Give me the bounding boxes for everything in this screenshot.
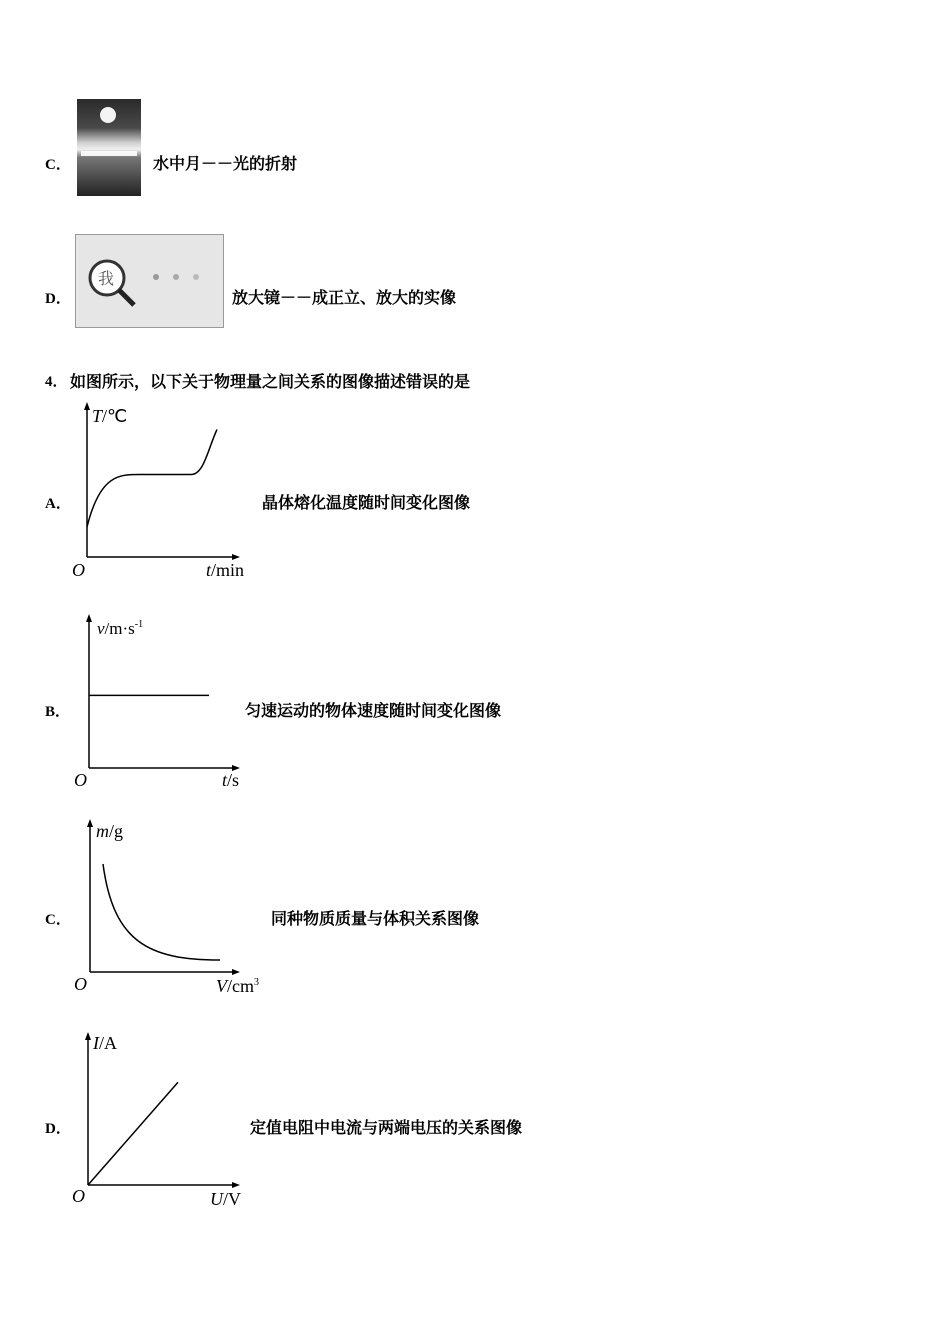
option-text: 晶体熔化温度随时间变化图像 <box>262 493 471 512</box>
moon-reflection-photo-icon <box>77 99 141 196</box>
option-text: 水中月－－光的折射 <box>153 154 298 173</box>
chart-temperature-time <box>62 400 267 585</box>
y-axis-label: m/g <box>96 821 124 841</box>
series-line <box>88 1082 178 1185</box>
svg-text:我: 我 <box>98 271 115 288</box>
origin-label: O <box>74 770 87 790</box>
y-axis-arrow <box>87 819 93 827</box>
y-axis-arrow <box>84 402 90 410</box>
option-text: 匀速运动的物体速度随时间变化图像 <box>245 701 502 720</box>
origin-label: O <box>74 974 87 994</box>
option-letter: C． <box>45 157 71 173</box>
x-axis-label: t/min <box>206 560 245 580</box>
option-letter: C． <box>45 912 71 928</box>
x-axis-arrow <box>232 1182 240 1188</box>
x-axis-label: $V/cm^3$ <box>216 976 259 996</box>
question-stem: 如图所示，以下关于物理量之间关系的图像描述错误的是 <box>70 372 471 391</box>
option-letter: A． <box>45 496 71 512</box>
option-letter: D． <box>45 291 71 307</box>
y-axis-arrow <box>86 614 92 622</box>
chart-mass-volume <box>62 815 277 1000</box>
option-text: 放大镜－－成正立、放大的实像 <box>232 288 457 307</box>
x-axis-label: U/V <box>210 1189 241 1209</box>
chart-current-voltage <box>62 1028 267 1213</box>
x-axis-arrow <box>232 969 240 975</box>
option-letter: D． <box>45 1121 71 1137</box>
chart-velocity-time <box>62 610 267 795</box>
y-axis-label: T/℃ <box>92 406 128 426</box>
option-text: 定值电阻中电流与两端电压的关系图像 <box>250 1118 523 1137</box>
x-axis-label: t/s <box>222 770 240 790</box>
origin-label: O <box>72 560 85 580</box>
question-number: 4． <box>45 374 68 390</box>
series-line <box>103 864 220 960</box>
option-text: 同种物质质量与体积关系图像 <box>271 909 480 928</box>
origin-label: O <box>72 1186 85 1206</box>
y-axis-arrow <box>85 1032 91 1040</box>
y-axis-label: I/A <box>93 1033 117 1053</box>
magnifier-photo-icon <box>75 234 224 328</box>
y-axis-label: $v/m\cdot s^{-1}$ <box>97 619 144 638</box>
option-letter: B． <box>45 704 71 720</box>
series-line <box>87 430 217 528</box>
